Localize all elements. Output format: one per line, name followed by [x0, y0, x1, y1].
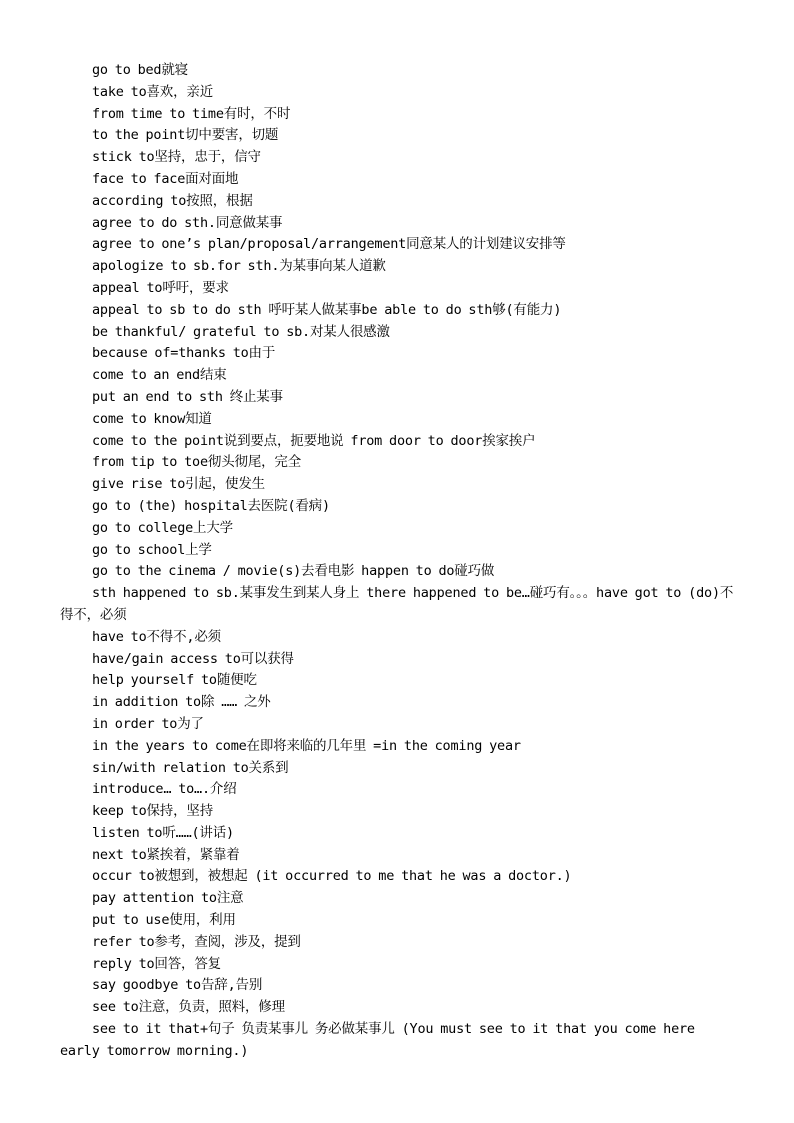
phrase-line: come to know知道 — [92, 410, 212, 427]
phrase-line: sth happened to sb.某事发生到某人身上 there happened to be…碰巧有。。。have got to (do)不得不，必须 — [60, 585, 734, 623]
phrase-line: occur to被想到，被想起 (it occurred to me that he was a doctor.) — [92, 868, 572, 885]
phrase-line: refer to参考，查阅，涉及，提到 — [92, 933, 301, 950]
phrase-line: face to face面对面地 — [92, 170, 239, 187]
phrase-line: next to紧挨着，紧靠着 — [92, 846, 240, 863]
phrase-line: come to an end结束 — [92, 367, 227, 384]
phrase-line: to the point切中要害，切题 — [92, 127, 279, 144]
phrase-line: come to the point说到要点，扼要地说 from door to door挨家挨户 — [92, 432, 536, 449]
phrase-line: agree to do sth.同意做某事 — [92, 214, 283, 231]
phrase-line: help yourself to随便吃 — [92, 672, 257, 689]
phrase-line: go to college上大学 — [92, 519, 233, 536]
phrase-line: stick to坚持，忠于，信守 — [92, 149, 261, 166]
phrase-line: say goodbye to告辞,告别 — [92, 977, 263, 994]
phrase-line: apologize to sb.for sth.为某事向某人道歉 — [92, 258, 386, 275]
phrase-line: from tip to toe彻头彻尾，完全 — [92, 454, 302, 471]
phrase-line: see to it that+句子 负责某事儿 务必做某事儿 (You must see to it that you come here early tomorrow morning.) — [60, 1021, 695, 1059]
phrase-line: go to the cinema / movie(s)去看电影 happen to do碰巧做 — [92, 563, 495, 580]
phrase-line: in the years to come在即将来临的几年里 =in the coming year — [92, 737, 521, 754]
phrase-line: go to (the) hospital去医院(看病) — [92, 497, 330, 514]
phrase-line: go to school上学 — [92, 541, 212, 558]
phrase-line: listen to听……(讲话) — [92, 824, 234, 841]
phrase-line: introduce… to….介绍 — [92, 781, 237, 798]
phrase-line: from time to time有时，不时 — [92, 105, 291, 122]
phrase-line: appeal to呼吁，要求 — [92, 279, 229, 296]
phrase-line: have/gain access to可以获得 — [92, 650, 294, 667]
phrase-line: give rise to引起，使发生 — [92, 476, 265, 493]
phrase-line: see to注意，负责，照料，修理 — [92, 999, 285, 1016]
phrase-line: in order to为了 — [92, 715, 204, 732]
phrase-line: take to喜欢，亲近 — [92, 83, 213, 100]
phrase-line: according to按照，根据 — [92, 192, 253, 209]
phrase-line: agree to one’s plan/proposal/arrangement同意某人的计划建议安排等 — [92, 236, 566, 253]
phrase-line: be thankful/ grateful to sb.对某人很感激 — [92, 323, 390, 340]
phrase-line: because of=thanks to由于 — [92, 345, 276, 362]
phrase-line: put an end to sth 终止某事 — [92, 388, 283, 405]
phrase-line: keep to保持，坚持 — [92, 803, 213, 820]
document-page — [60, 60, 740, 1063]
phrase-line: in addition to除 …… 之外 — [92, 694, 271, 711]
phrase-line: go to bed就寝 — [92, 62, 188, 78]
phrase-line: sin/with relation to关系到 — [92, 759, 289, 776]
phrase-line: reply to回答，答复 — [92, 955, 221, 972]
phrase-line: have to不得不,必须 — [92, 628, 221, 645]
phrase-line: appeal to sb to do sth 呼吁某人做某事be able to do sth够(有能力) — [92, 301, 562, 318]
phrase-line: pay attention to注意 — [92, 890, 244, 907]
phrase-line: put to use使用，利用 — [92, 912, 236, 929]
